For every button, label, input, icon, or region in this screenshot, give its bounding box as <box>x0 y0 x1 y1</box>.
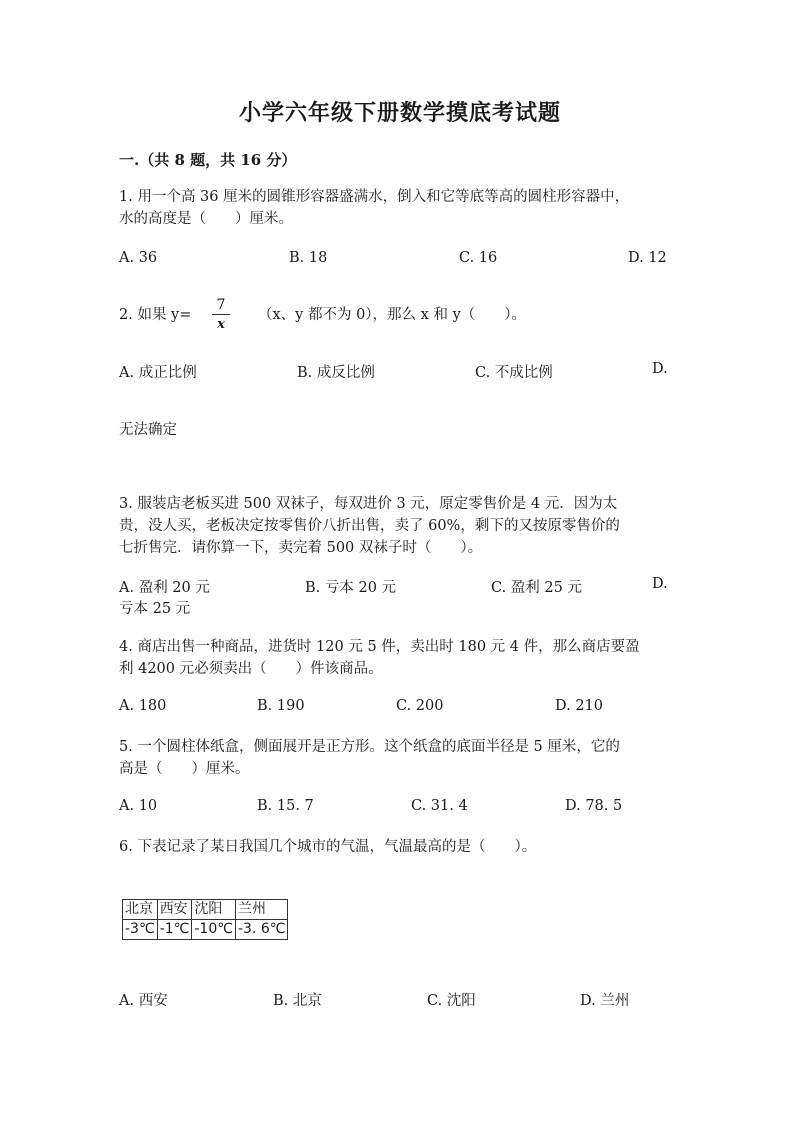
question-2-prefix: 2. 如果 y= <box>119 307 192 323</box>
question-6-option-d: D. 兰州 <box>580 993 630 1009</box>
question-3-option-a: A. 盈利 20 元 <box>119 580 210 596</box>
fraction-numerator: 7 <box>216 297 226 313</box>
page-title: 小学六年级下册数学摸底考试题 <box>238 100 561 126</box>
question-2-option-a: A. 成正比例 <box>119 365 197 381</box>
question-6-option-a: A. 西安 <box>119 993 168 1009</box>
question-5-option-b: B. 15. 7 <box>257 798 314 814</box>
question-3 <box>119 493 679 559</box>
table-cell: 西安 <box>157 900 192 920</box>
table-cell: -1℃ <box>157 920 192 940</box>
question-5-option-d: D. 78. 5 <box>565 798 623 814</box>
question-2-option-d-text: 无法确定 <box>119 422 177 438</box>
fraction-7-over-x <box>212 297 230 333</box>
question-5 <box>119 736 679 780</box>
question-1-line-1: 1. 用一个高 36 厘米的圆锥形容器盛满水，倒入和它等底等高的圆柱形容器中， <box>119 189 630 205</box>
table-row <box>123 900 288 920</box>
question-1-option-d: D. 12 <box>628 250 667 266</box>
fraction-bar <box>212 314 230 315</box>
question-1-option-a: A. 36 <box>119 250 158 266</box>
question-3-option-d-text: 亏本 25 元 <box>119 601 191 617</box>
question-2-option-c: C. 不成比例 <box>475 365 553 381</box>
table-cell: 沈阳 <box>192 900 236 920</box>
question-1-option-c: C. 16 <box>459 250 498 266</box>
question-6-line-1: 6. 下表记录了某日我国几个城市的气温，气温最高的是（ ）。 <box>119 839 537 855</box>
table-cell: -3. 6℃ <box>235 920 288 940</box>
question-2-option-b: B. 成反比例 <box>297 365 375 381</box>
question-1-line-2: 水的高度是（ ）厘米。 <box>119 211 293 227</box>
table-cell: -3℃ <box>123 920 158 940</box>
question-4-option-c: C. 200 <box>396 698 444 714</box>
question-4-line-1: 4. 商店出售一种商品，进货时 120 元 5 件，卖出时 180 元 4 件，那么商店要盈 <box>119 639 640 655</box>
question-4-line-2: 利 4200 元必须卖出（ ）件该商品。 <box>119 661 383 677</box>
question-6-option-c: C. 沈阳 <box>427 993 476 1009</box>
question-2-option-d: D. <box>652 361 668 377</box>
question-3-line-1: 3. 服装店老板买进 500 双袜子，每双进价 3 元，原定零售价是 4 元．因为太 <box>119 496 618 512</box>
question-3-option-b: B. 亏本 20 元 <box>305 580 397 596</box>
fraction-denominator: x <box>217 317 225 332</box>
question-1-option-b: B. 18 <box>289 250 328 266</box>
city-temperature-table <box>122 899 288 940</box>
question-6-option-b: B. 北京 <box>273 993 322 1009</box>
question-3-line-3: 七折售完．请你算一下，卖完着 500 双袜子时（ ）。 <box>119 540 483 556</box>
question-6 <box>119 836 679 858</box>
question-1 <box>119 186 679 230</box>
question-3-line-2: 贵，没人买，老板决定按零售价八折出售，卖了 60%，剩下的又按原零售价的 <box>119 518 620 534</box>
question-4-option-d: D. 210 <box>555 698 604 714</box>
section-header: 一.（共 8 题，共 16 分） <box>119 151 297 169</box>
question-5-option-c: C. 31. 4 <box>411 798 468 814</box>
table-cell: -10℃ <box>192 920 236 940</box>
table-cell: 兰州 <box>235 900 288 920</box>
question-2-suffix: （x、y 都不为 0），那么 x 和 y（ ）。 <box>258 307 527 323</box>
question-4-option-a: A. 180 <box>119 698 167 714</box>
question-5-line-2: 高是（ ）厘米。 <box>119 761 250 777</box>
question-3-option-c: C. 盈利 25 元 <box>491 580 582 596</box>
question-5-option-a: A. 10 <box>119 798 158 814</box>
question-3-option-d: D. <box>652 576 668 592</box>
question-4-option-b: B. 190 <box>257 698 305 714</box>
table-row <box>123 920 288 940</box>
question-5-line-1: 5. 一个圆柱体纸盒，侧面展开是正方形。这个纸盒的底面半径是 5 厘米，它的 <box>119 739 620 755</box>
question-4 <box>119 636 679 680</box>
table-cell: 北京 <box>123 900 158 920</box>
